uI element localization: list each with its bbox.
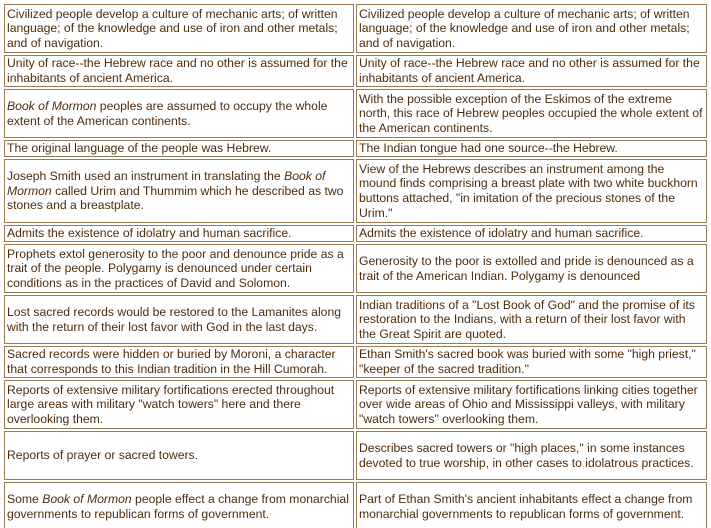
- book-of-mormon-cell: Reports of prayer or sacred towers.: [4, 431, 354, 480]
- view-of-the-hebrews-cell: Indian traditions of a "Lost Book of God" and the promise of its restoration to the Indians, with a return of their lost favor with the Great Spirit are quoted.: [356, 295, 707, 344]
- book-of-mormon-cell: [4, 89, 354, 138]
- table-row: [4, 431, 707, 480]
- table-row: [4, 380, 707, 429]
- book-of-mormon-cell: Prophets extol generosity to the poor and denounce pride as a trait of the people. Polygamy is denounced under certain conditions as in the practices of David and Solomon.: [4, 244, 354, 293]
- cell-text: peoples are assumed to occupy the whole extent of the American continents.: [7, 98, 328, 128]
- view-of-the-hebrews-cell: Part of Ethan Smith's ancient inhabitants effect a change from monarchial governments to republican forms of government.: [356, 482, 707, 528]
- book-title: Book of Mormon: [7, 169, 326, 198]
- view-of-the-hebrews-cell: Generosity to the poor is extolled and pride is denounced as a trait of the American Indian. Polygamy is denounced: [356, 244, 707, 293]
- book-of-mormon-cell: [4, 482, 354, 528]
- view-of-the-hebrews-cell: With the possible exception of the Eskimos of the extreme north, this race of Hebrew peoples occupied the whole extent of the American continents.: [356, 89, 707, 138]
- book-of-mormon-cell: Admits the existence of idolatry and human sacrifice.: [4, 225, 354, 242]
- view-of-the-hebrews-cell: Civilized people develop a culture of mechanic arts; of written language; of the knowledge and use of iron and other metals; and of navigation.: [356, 4, 707, 53]
- book-of-mormon-cell: Reports of extensive military fortifications erected throughout large areas with military "watch towers" here and there overlooking them.: [4, 380, 354, 429]
- comparison-table: [2, 2, 709, 528]
- table-row: [4, 482, 707, 528]
- table-row: [4, 89, 707, 138]
- cell-text: people effect a change from monarchial governments to republican forms of government.: [7, 491, 349, 521]
- view-of-the-hebrews-cell: View of the Hebrews describes an instrument among the mound finds comprising a breast plate with two white buckhorn buttons attached, "in imitation of the precious stones of the Urim.": [356, 159, 707, 223]
- cell-text: Joseph Smith used an instrument in translating the: [7, 169, 285, 184]
- view-of-the-hebrews-cell: The Indian tongue had one source--the Hebrew.: [356, 140, 707, 157]
- table-row: [4, 55, 707, 87]
- book-of-mormon-cell: The original language of the people was Hebrew.: [4, 140, 354, 157]
- book-title: Book of Mormon: [42, 491, 132, 506]
- table-row: [4, 159, 707, 223]
- book-of-mormon-cell: Sacred records were hidden or buried by Moroni, a character that corresponds to this Indian tradition in the Hill Cumorah.: [4, 346, 354, 378]
- book-of-mormon-cell: Unity of race--the Hebrew race and no other is assumed for the inhabitants of ancient America.: [4, 55, 354, 87]
- book-of-mormon-cell: Lost sacred records would be restored to the Lamanites along with the return of their lost favor with God in the last days.: [4, 295, 354, 344]
- view-of-the-hebrews-cell: Admits the existence of idolatry and human sacrifice.: [356, 225, 707, 242]
- cell-text: Some: [7, 491, 43, 506]
- table-row: [4, 346, 707, 378]
- view-of-the-hebrews-cell: Ethan Smith's sacred book was buried with some "high priest," "keeper of the sacred tradition.": [356, 346, 707, 378]
- book-of-mormon-cell: Civilized people develop a culture of mechanic arts; of written language; of the knowledge and use of iron and other metals; and of navigation.: [4, 4, 354, 53]
- table-row: [4, 225, 707, 242]
- table-row: [4, 244, 707, 293]
- table-row: [4, 295, 707, 344]
- view-of-the-hebrews-cell: Describes sacred towers or "high places," in some instances devoted to true worship, in other cases to idolatrous practices.: [356, 431, 707, 480]
- table-row: [4, 140, 707, 157]
- book-of-mormon-cell: [4, 159, 354, 223]
- book-title: Book of Mormon: [7, 98, 97, 113]
- view-of-the-hebrews-cell: Unity of race--the Hebrew race and no other is assumed for the inhabitants of ancient America.: [356, 55, 707, 87]
- cell-text: called Urim and Thummim which he described as two stones and a breastplate.: [7, 183, 344, 213]
- view-of-the-hebrews-cell: Reports of extensive military fortifications linking cities together over wide areas of Ohio and Mississippi valleys, with military "watch towers" overlooking them.: [356, 380, 707, 429]
- table-row: [4, 4, 707, 53]
